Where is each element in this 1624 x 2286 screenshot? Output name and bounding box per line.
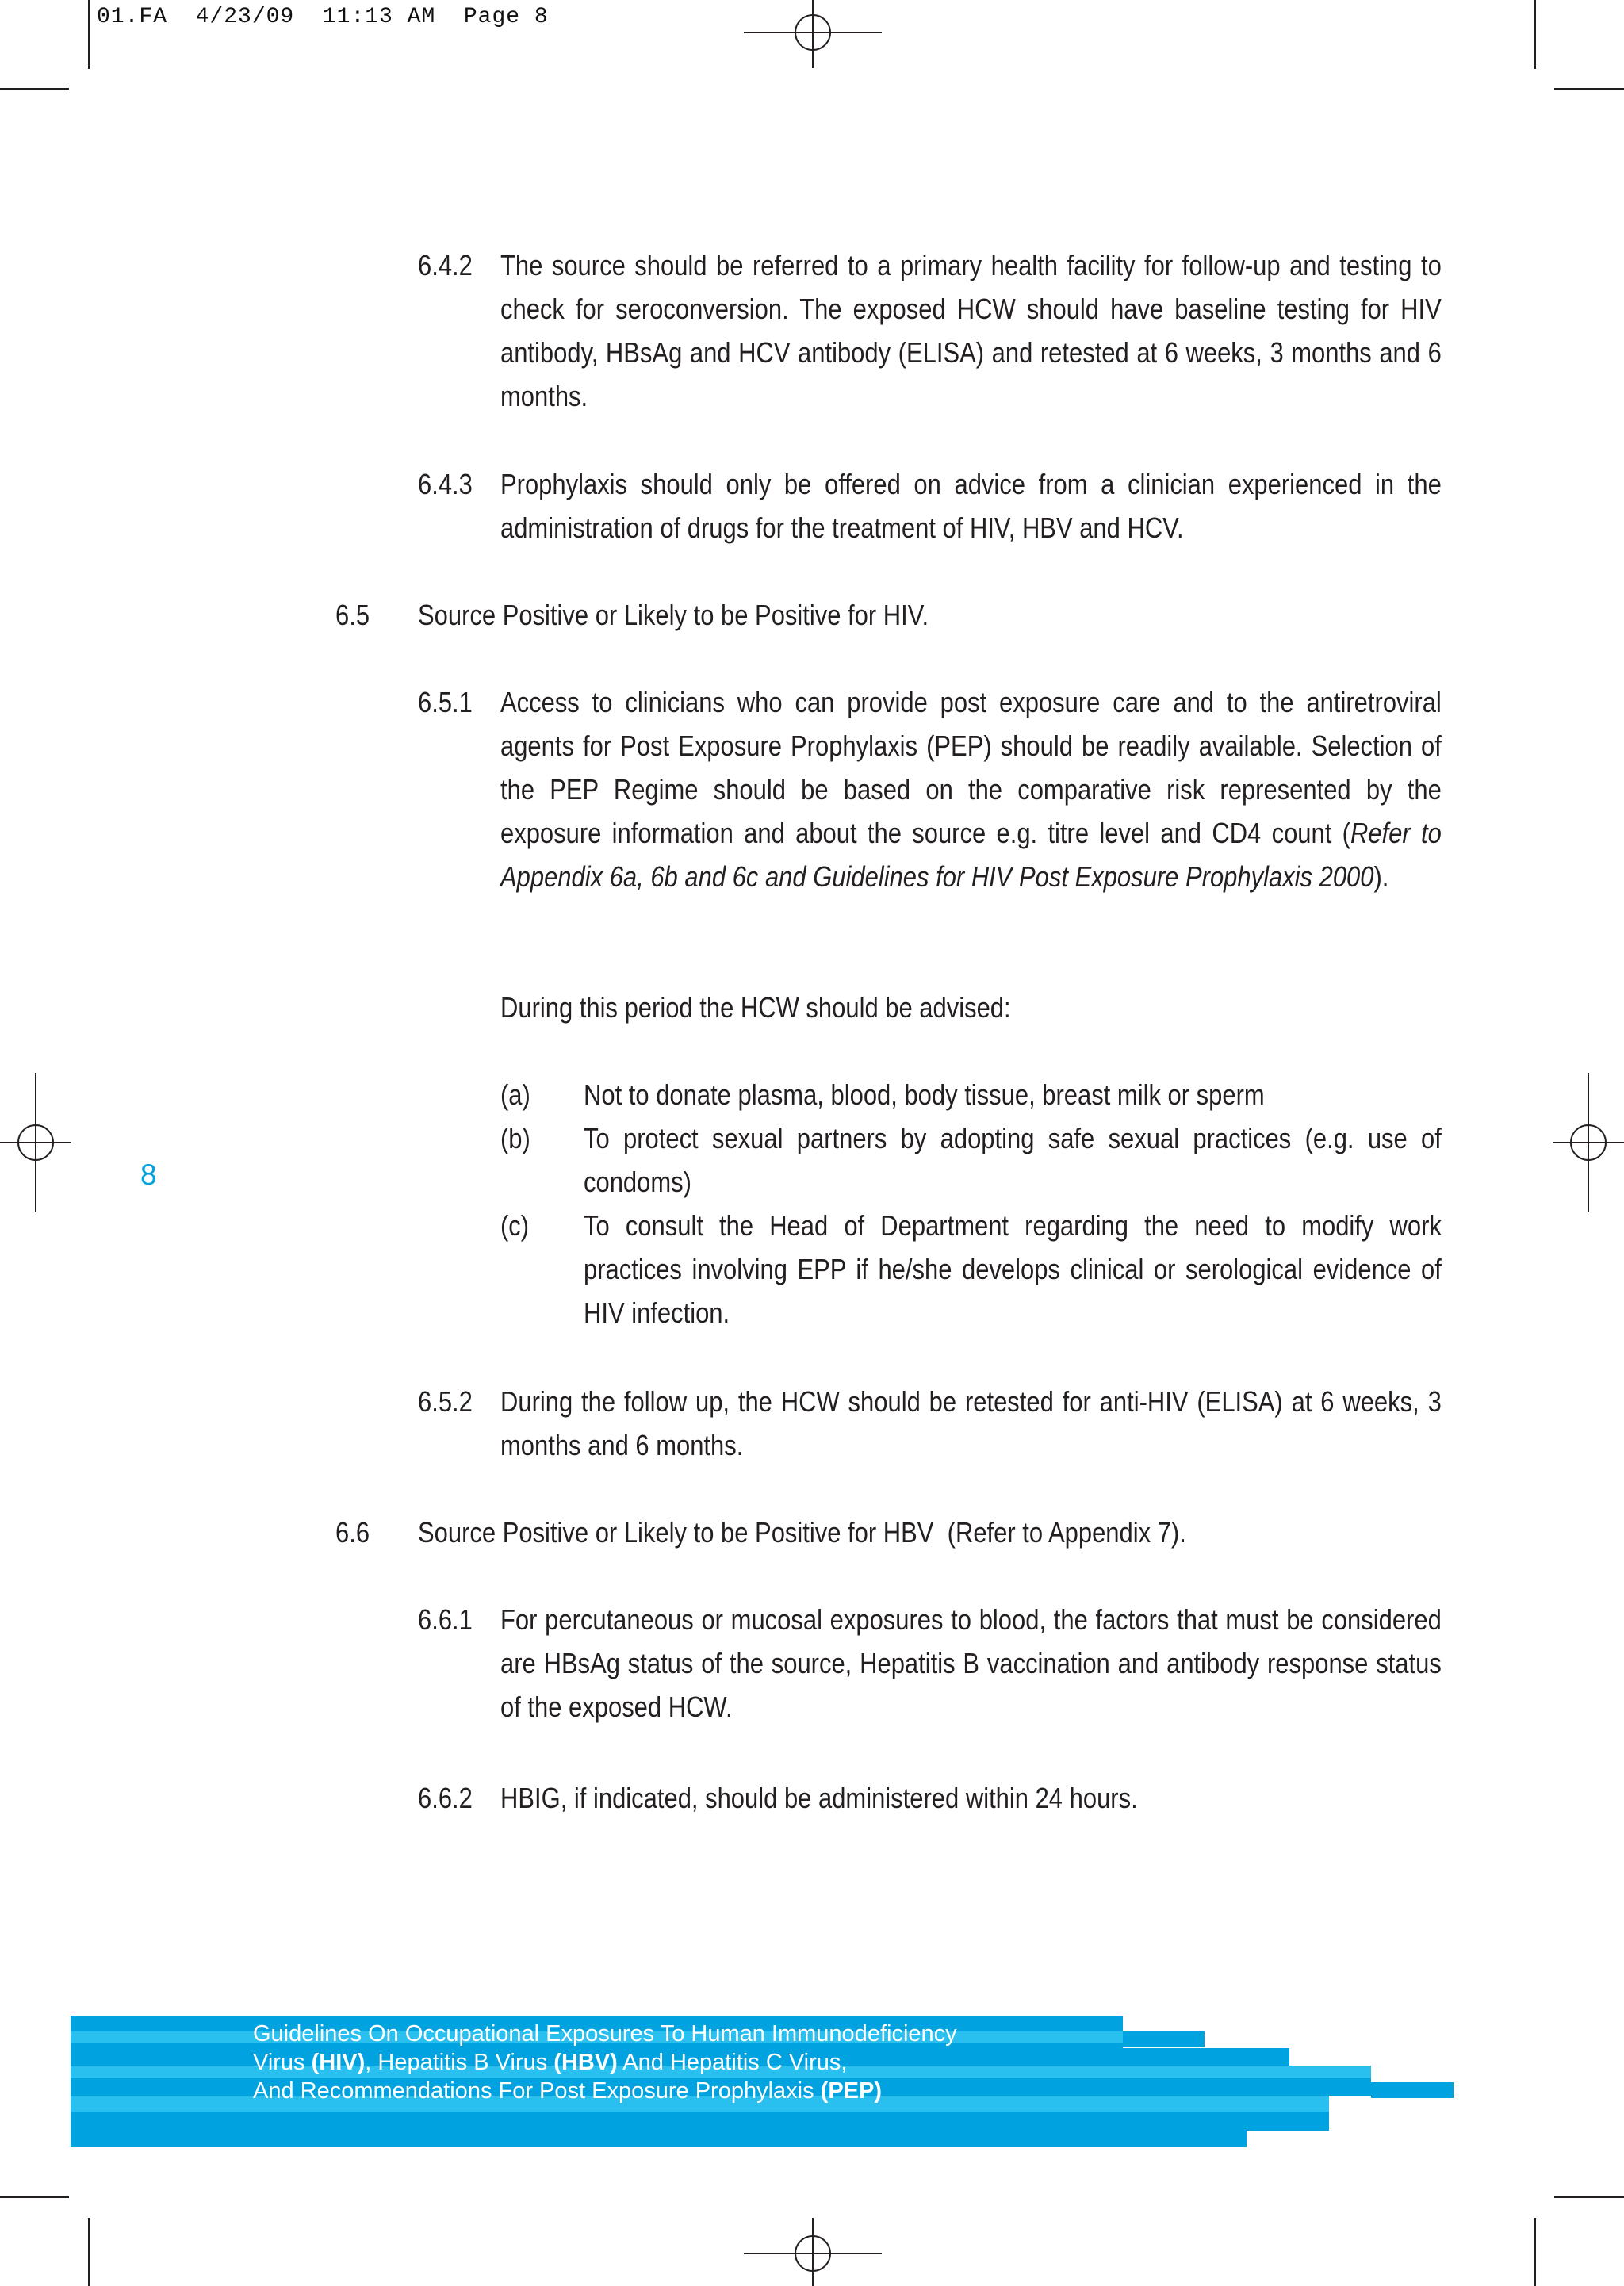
footer-line-1: Guidelines On Occupational Exposures To Human Immunodeficiency: [253, 2021, 957, 2047]
section-number: 6.4.3: [418, 468, 473, 500]
list-item-text: Not to donate plasma, blood, body tissue, breast milk or sperm: [584, 1078, 1265, 1111]
list-item-label: (a): [500, 1078, 530, 1111]
footer-line-3: And Recommendations For Post Exposure Prophylaxis (PEP): [253, 2078, 883, 2104]
registration-mark-right: [1553, 1073, 1624, 1212]
section-heading-number: 6.5: [335, 599, 370, 631]
footer-line-2: Virus (HIV), Hepatitis B Virus (HBV) And Hepatitis C Virus,: [253, 2050, 848, 2075]
registration-mark-left: [0, 1073, 71, 1212]
section-text-part: Access to clinicians who can provide post exposure care and to the antiretroviral agents for Post Exposure Prophylaxis (PEP) should be readily available. Selection of the PEP Regime should be based on the comparative risk represented by the exposure information and about the source e.g. titre level and CD4 count (: [500, 686, 1442, 849]
section-text: The source should be referred to a primary health facility for follow-up and testing to check for seroconversion. The exposed HCW should have baseline testing for HIV antibody, HBsAg and HCV antibody (ELISA) and retested at 6 weeks, 3 months and 6 months.: [500, 249, 1442, 412]
section-number: 6.5.2: [418, 1385, 473, 1418]
list-item-text: To protect sexual partners by adopting safe sexual practices (e.g. use of condoms): [584, 1122, 1442, 1198]
list-item-label: (c): [500, 1209, 530, 1242]
section-text: HBIG, if indicated, should be administered within 24 hours.: [500, 1782, 1138, 1814]
list-item-text: To consult the Head of Department regarding the need to modify work practices involving EPP if he/she develops clinical or serological evidence of HIV infection.: [584, 1209, 1442, 1329]
section-number: 6.6.2: [418, 1782, 473, 1814]
section-heading: Source Positive or Likely to be Positive for HIV.: [418, 599, 929, 631]
section-heading: Source Positive or Likely to be Positive for HBV (Refer to Appendix 7).: [418, 1516, 1186, 1549]
section-number: 6.5.1: [418, 686, 473, 718]
section-heading-number: 6.6: [335, 1516, 370, 1549]
printer-slug: 01.FA 4/23/09 11:13 AM Page 8: [97, 5, 549, 29]
registration-mark-bottom: [744, 2218, 882, 2286]
section-text: During the follow up, the HCW should be retested for anti-HIV (ELISA) at 6 weeks, 3 months and 6 months.: [500, 1385, 1442, 1461]
page-number: 8: [140, 1158, 157, 1191]
section-number: 6.6.1: [418, 1603, 473, 1636]
appendix-reference: Refer to Appendix 6a, 6b and 6c and Guidelines for HIV Post Exposure Prophylaxis 2000: [500, 817, 1442, 893]
advice-intro: During this period the HCW should be advised:: [500, 991, 1011, 1024]
list-item-label: (b): [500, 1122, 530, 1154]
section-text: For percutaneous or mucosal exposures to blood, the factors that must be considered are HBsAg status of the source, Hepatitis B vaccination and antibody response status of the exposed HCW.: [500, 1603, 1442, 1723]
section-text-part: ).: [1373, 860, 1389, 893]
footer-title: [253, 2020, 957, 2105]
section-number: 6.4.2: [418, 249, 473, 281]
registration-mark-top: [744, 0, 882, 68]
section-text: Prophylaxis should only be offered on advice from a clinician experienced in the administration of drugs for the treatment of HIV, HBV and HCV.: [500, 468, 1442, 544]
section-text: [500, 680, 1442, 898]
